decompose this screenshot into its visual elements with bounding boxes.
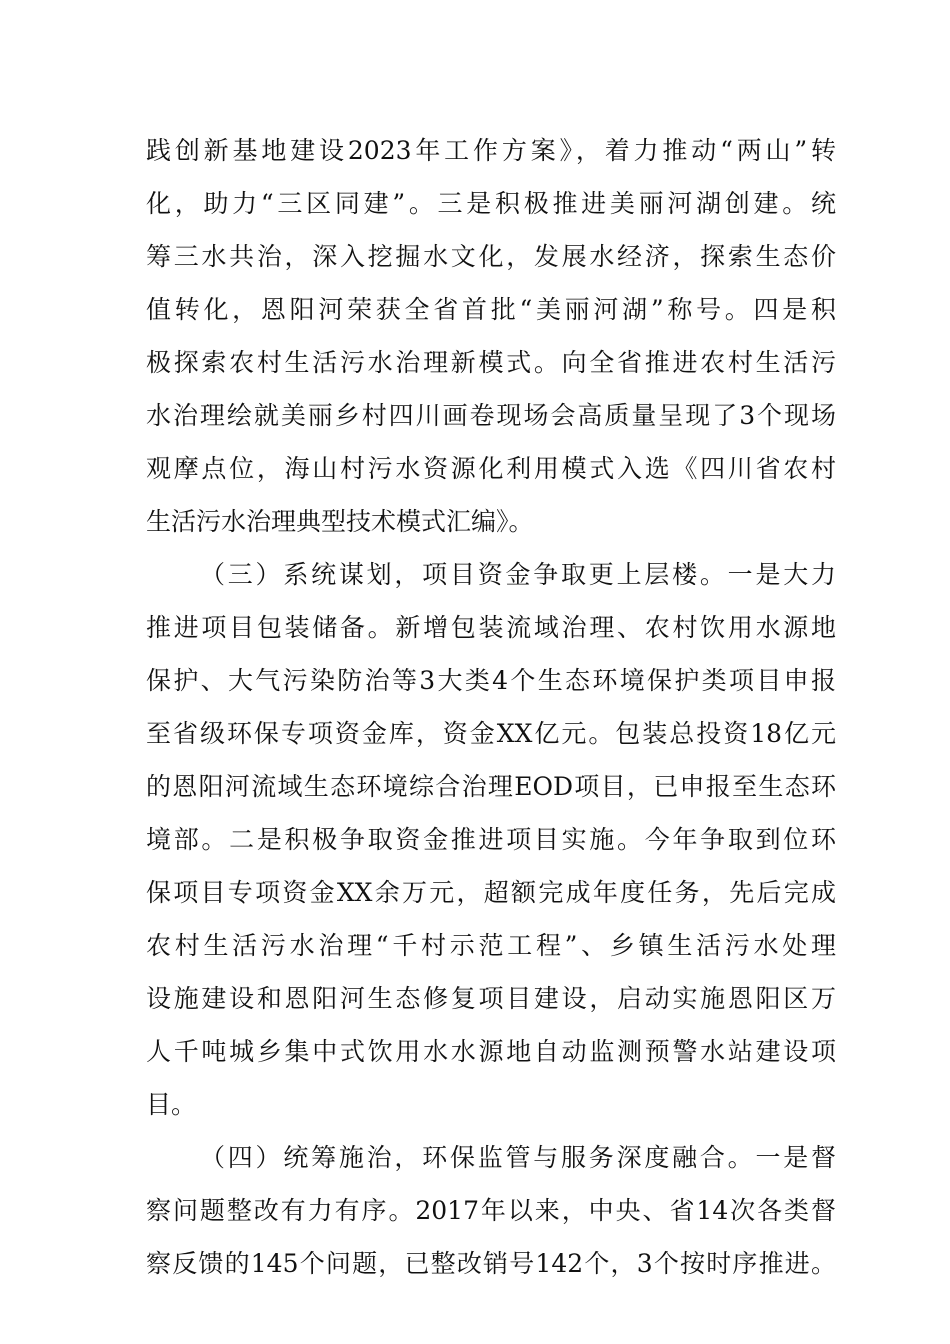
text-line-22: 察反馈的145个问题，已整改销号142个，3个按时序推进。 [146, 1249, 836, 1278]
text-line-16: 农村生活污水治理“千村示范工程”、乡镇生活污水处理 [146, 931, 836, 960]
text-line-13: 的恩阳河流域生态环境综合治理EOD项目，已申报至生态环 [146, 772, 836, 801]
text-line-19: 目。 [146, 1090, 197, 1119]
paragraph-heading-4: （四）统筹施治，环保监管与服务深度融合。一是督 [200, 1143, 836, 1172]
text-line-4: 值转化，恩阳河荣获全省首批“美丽河湖”称号。四是积 [146, 295, 836, 324]
paragraph-heading-3: （三）系统谋划，项目资金争取更上层楼。一是大力 [200, 560, 836, 589]
text-line-7: 观摩点位，海山村污水资源化利用模式入选《四川省农村 [146, 454, 836, 483]
text-line-17: 设施建设和恩阳河生态修复项目建设，启动实施恩阳区万 [146, 984, 836, 1013]
text-line-15: 保项目专项资金XX余万元，超额完成年度任务，先后完成 [146, 878, 836, 907]
text-line-5: 极探索农村生活污水治理新模式。向全省推进农村生活污 [146, 348, 836, 377]
text-line-10: 推进项目包装储备。新增包装流域治理、农村饮用水源地 [146, 613, 836, 642]
text-line-18: 人千吨城乡集中式饮用水水源地自动监测预警水站建设项 [146, 1037, 836, 1066]
text-line-21: 察问题整改有力有序。2017年以来，中央、省14次各类督 [146, 1196, 836, 1225]
text-line-11: 保护、大气污染防治等3大类4个生态环境保护类项目申报 [146, 666, 836, 695]
text-line-2: 化，助力“三区同建”。三是积极推进美丽河湖创建。统 [146, 189, 836, 218]
text-line-14: 境部。二是积极争取资金推进项目实施。今年争取到位环 [146, 825, 836, 854]
text-line-12: 至省级环保专项资金库，资金XX亿元。包装总投资18亿元 [146, 719, 836, 748]
text-line-1: 践创新基地建设2023年工作方案》，着力推动“两山”转 [146, 136, 836, 165]
text-line-3: 筹三水共治，深入挖掘水文化，发展水经济，探索生态价 [146, 242, 836, 271]
text-line-8: 生活污水治理典型技术模式汇编》。 [146, 507, 534, 536]
text-line-6: 水治理绘就美丽乡村四川画卷现场会高质量呈现了3个现场 [146, 401, 836, 430]
